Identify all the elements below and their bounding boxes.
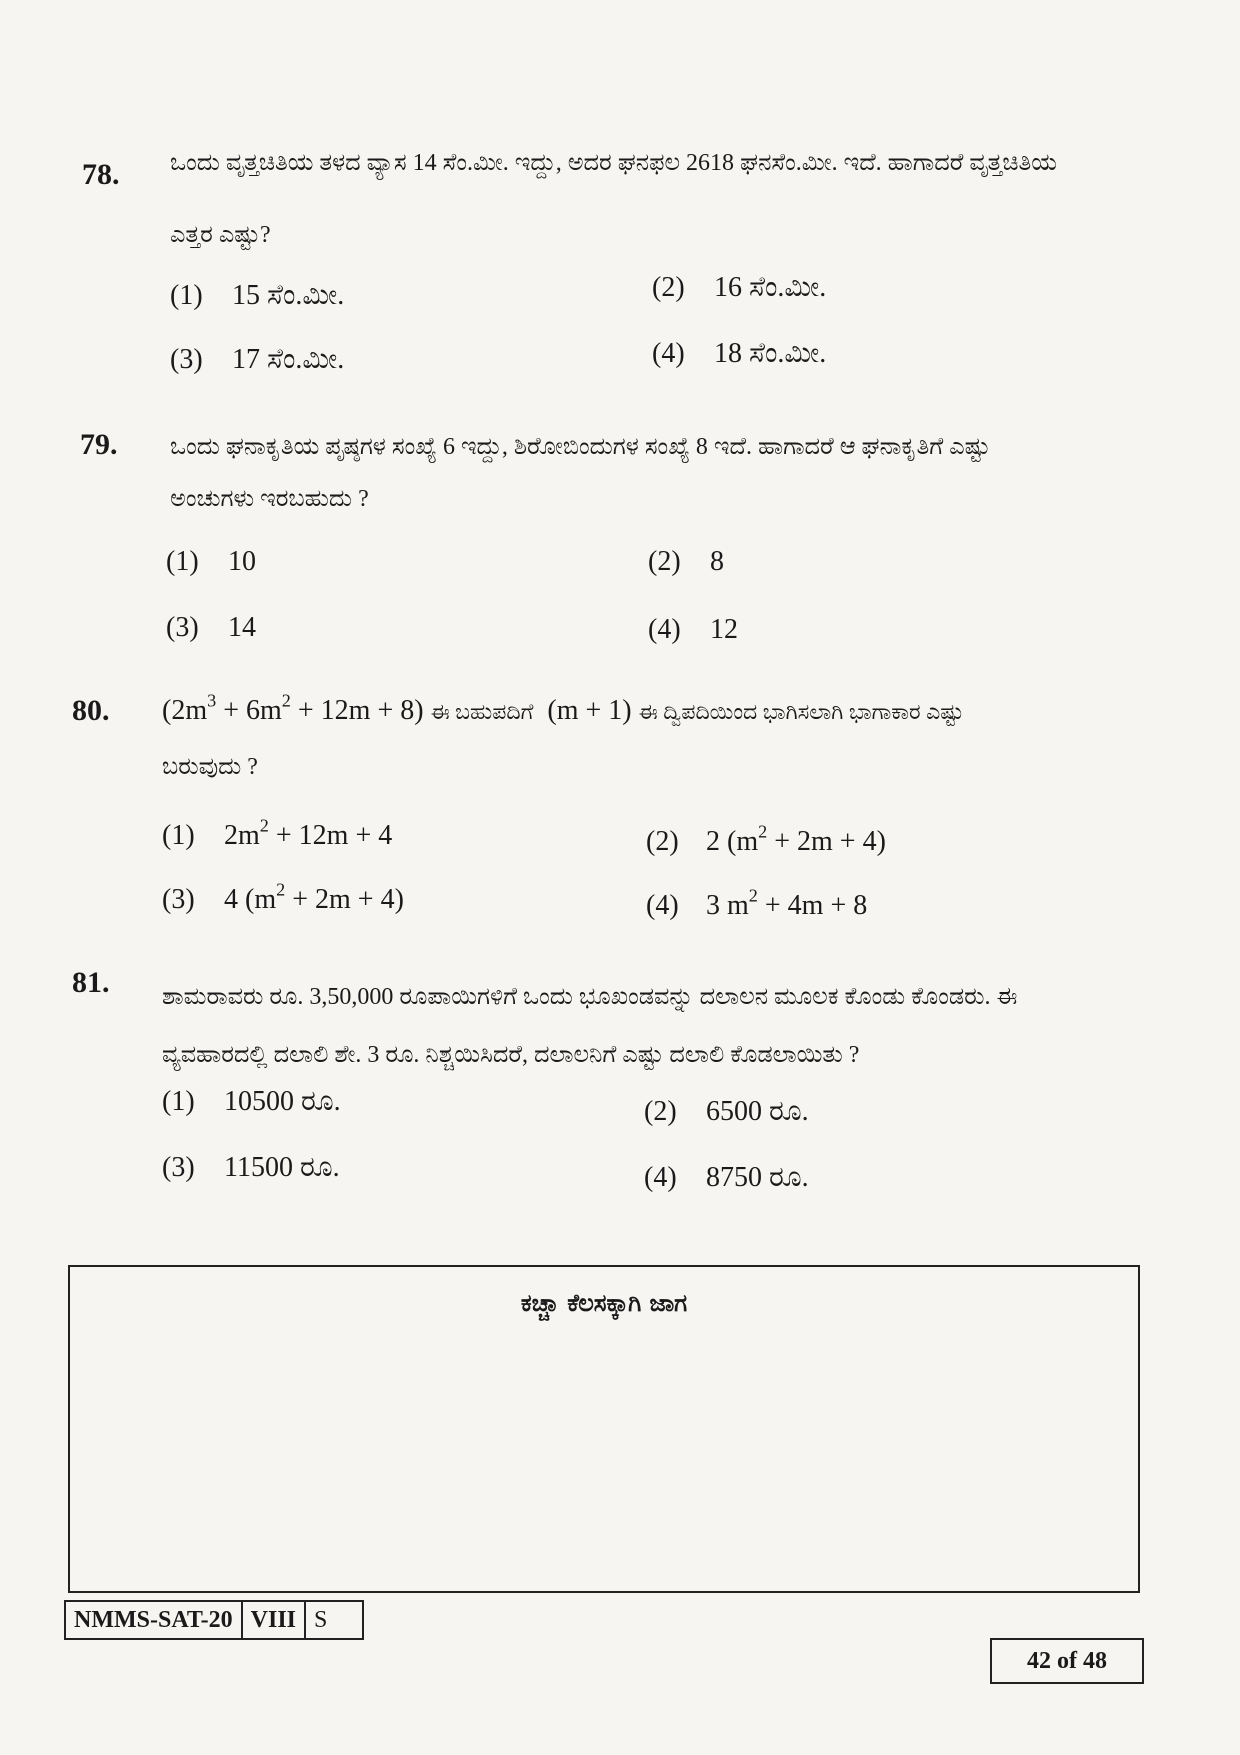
option-number: (2) [652,272,685,303]
question-78-text-line1: ಒಂದು ವೃತ್ತಚಿತಿಯ ತಳದ ವ್ಯಾಸ 14 ಸೆಂ.ಮೀ. ಇದ್ದು, ಅದರ ಘನಫಲ 2618 ಘನಸೆಂ.ಮೀ. ಇದೆ. ಹಾಗಾದರೆ ವೃತ್ತಚಿತಿಯ [170,150,1057,176]
question-78-text-line2: ಎತ್ತರ ಎಷ್ಟು? [170,222,271,248]
option-number: (1) [166,546,199,577]
option-text: 12 [710,614,738,645]
question-81-option-1[interactable] [162,1086,341,1118]
option-number: (1) [170,280,203,311]
option-number: (2) [646,826,679,857]
question-80-number: 80. [72,694,110,727]
question-79-option-2[interactable] [648,546,724,578]
option-text: 11500 ರೂ. [224,1152,340,1183]
option-text: 15 ಸೆಂ.ಮೀ. [232,280,345,311]
option-text: 2 $(m^2 + 2m + 4)$ [706,821,886,857]
rough-work-title: ಕಚ್ಚಾ ಕೆಲಸಕ್ಕಾಗಿ ಜಾಗ [520,1289,688,1317]
option-number: (1) [162,820,195,851]
question-80-option-4[interactable] [646,885,868,922]
question-79-option-3[interactable] [166,612,256,644]
page-number: 42 of 48 [990,1638,1144,1684]
binomial-expression: (m + 1) [547,695,632,726]
question-80-kannada-a: ಈ ಬಹುಪದಿಗೆ [430,699,534,724]
question-81-number: 81. [72,966,110,999]
option-number: (4) [646,890,679,921]
option-text: 6500 ರೂ. [706,1096,809,1127]
option-number: (4) [644,1162,677,1193]
option-number: (3) [162,884,195,915]
option-text: 10 [228,546,256,577]
question-81-text-line1: ಶಾಮರಾವರು ರೂ. 3,50,000 ರೂಪಾಯಿಗಳಿಗೆ ಒಂದು ಭೂಖಂಡವನ್ನು ದಲಾಲನ ಮೂಲಕ ಕೊಂಡು ಕೊಂಡರು. ಈ [162,984,1018,1010]
option-text: 4 $(m^2 + 2m + 4)$ [224,879,404,915]
question-79-number: 79. [80,428,118,461]
option-text: 17 ಸೆಂ.ಮೀ. [232,344,345,375]
option-number: (2) [648,546,681,577]
option-number: (2) [644,1096,677,1127]
exam-code-box [64,1600,364,1640]
option-text: 10500 ರೂ. [224,1086,341,1117]
question-79-option-1[interactable] [166,546,256,578]
option-number: (1) [162,1086,195,1117]
question-80-kannada-b: ಈ ದ್ವಿಪದಿಯಿಂದ ಭಾಗಿಸಲಾಗಿ ಭಾಗಾಕಾರ ಎಷ್ಟು [638,699,964,724]
option-text: 14 [228,612,256,643]
rough-work-area [68,1265,1140,1593]
option-text: 8 [710,546,724,577]
question-80-text-line2: ಬರುವುದು ? [162,754,258,780]
question-79-option-4[interactable] [648,614,738,646]
exam-series: S [314,1607,328,1633]
question-81-option-4[interactable] [644,1162,809,1194]
question-79-text-line1: ಒಂದು ಘನಾಕೃತಿಯ ಪೃಷ್ಠಗಳ ಸಂಖ್ಯೆ 6 ಇದ್ದು, ಶಿರೋಬಿಂದುಗಳ ಸಂಖ್ಯೆ 8 ಇದೆ. ಹಾಗಾದರೆ ಆ ಘನಾಕೃತಿಗೆ ಎಷ್ಟು [170,434,991,460]
option-text: 3 $m^2 + 4m + 8$ [706,885,868,921]
option-number: (3) [166,612,199,643]
option-number: (4) [648,614,681,645]
exam-code: NMMS-SAT-20 [66,1602,243,1638]
option-text: 8750 ರೂ. [706,1162,809,1193]
option-text: 16 ಸೆಂ.ಮೀ. [714,272,827,303]
question-81-option-2[interactable] [644,1096,809,1128]
question-78-number: 78. [82,158,120,191]
option-text: $2m^2 + 12m + 4$ [224,815,393,851]
option-number: (3) [162,1152,195,1183]
option-number: (4) [652,338,685,369]
exam-class: VIII [243,1602,306,1638]
option-text: 18 ಸೆಂ.ಮೀ. [714,338,827,369]
question-78-option-4[interactable] [652,338,826,370]
question-78-option-3[interactable] [170,344,344,376]
question-78-option-1[interactable] [170,280,344,312]
question-80-option-1[interactable] [162,815,393,852]
option-number: (3) [170,344,203,375]
polynomial-expression: $(2m^3 + 6m^2 + 12m + 8)$ [162,690,424,726]
question-79-text-line2: ಅಂಚುಗಳು ಇರಬಹುದು ? [170,486,369,512]
question-80-option-3[interactable] [162,879,404,916]
question-80-text-line1 [162,690,964,729]
question-81-text-line2: ವ್ಯವಹಾರದಲ್ಲಿ ದಲಾಲಿ ಶೇ. 3 ರೂ. ನಿಶ್ಚಯಿಸಿದರೆ, ದಲಾಲನಿಗೆ ಎಷ್ಟು ದಲಾಲಿ ಕೊಡಲಾಯಿತು ? [162,1042,860,1068]
question-78-option-2[interactable] [652,272,826,304]
question-81-option-3[interactable] [162,1152,340,1184]
question-80-option-2[interactable] [646,821,886,858]
